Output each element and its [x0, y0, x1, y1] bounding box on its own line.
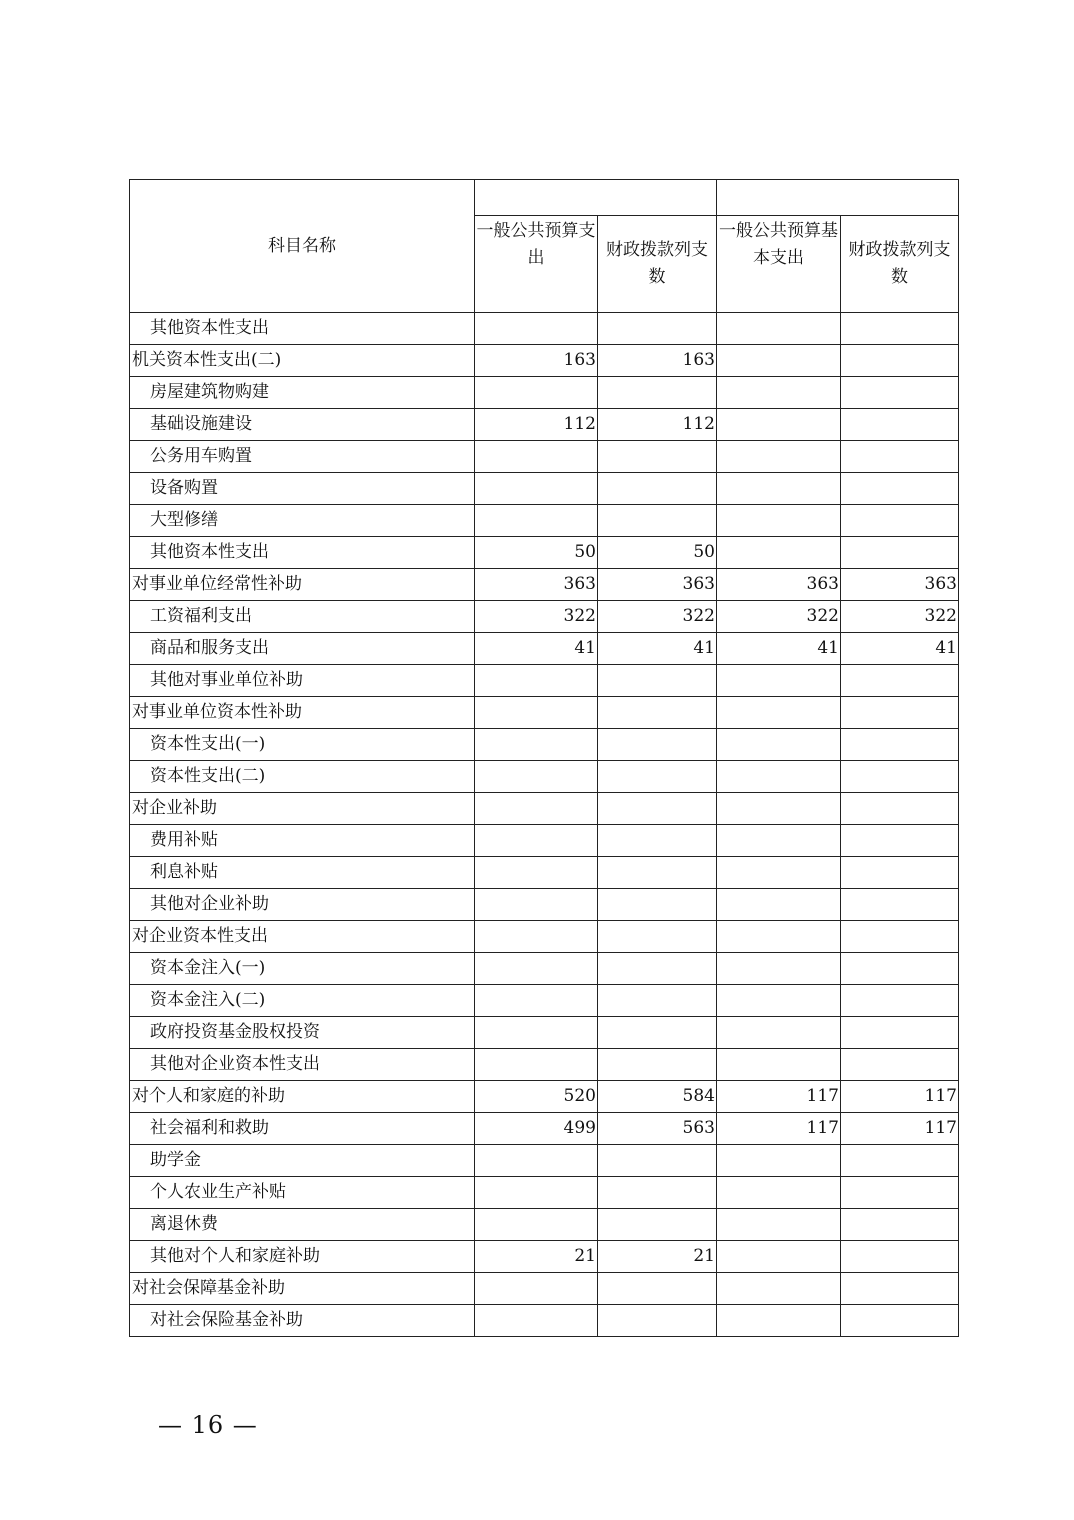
table-row [130, 697, 959, 729]
row-value-col-1 [475, 313, 598, 345]
row-value-col-3 [717, 537, 841, 569]
row-value-col-4: 117 [841, 1081, 959, 1113]
header-general-budget-spending: 一般公共预算支出 [475, 216, 598, 313]
table-row [130, 601, 959, 633]
row-value-col-1: 363 [475, 569, 598, 601]
table-row [130, 569, 959, 601]
row-value-col-1: 41 [475, 633, 598, 665]
row-value-col-2: 21 [598, 1241, 717, 1273]
row-subject-name: 其他对个人和家庭补助 [130, 1241, 475, 1273]
table-row [130, 1305, 959, 1337]
row-value-col-4 [841, 1177, 959, 1209]
row-value-col-1 [475, 1305, 598, 1337]
row-value-col-4 [841, 1241, 959, 1273]
row-value-col-3: 117 [717, 1113, 841, 1145]
row-value-col-2 [598, 985, 717, 1017]
row-value-col-4 [841, 953, 959, 985]
row-subject-name: 对个人和家庭的补助 [130, 1081, 475, 1113]
page-number: — 16 — [158, 1411, 258, 1439]
row-value-col-3 [717, 409, 841, 441]
row-value-col-3 [717, 1305, 841, 1337]
row-subject-name: 设备购置 [130, 473, 475, 505]
row-value-col-4: 322 [841, 601, 959, 633]
row-subject-name: 对事业单位经常性补助 [130, 569, 475, 601]
table-row [130, 345, 959, 377]
row-value-col-2 [598, 313, 717, 345]
row-value-col-3 [717, 761, 841, 793]
table-row [130, 857, 959, 889]
header-row-top [130, 180, 959, 216]
header-fiscal-appropriation-1: 财政拨款列支数 [598, 216, 717, 313]
row-value-col-3 [717, 729, 841, 761]
row-value-col-2: 112 [598, 409, 717, 441]
header-subject-name: 科目名称 [130, 180, 475, 313]
row-value-col-3 [717, 889, 841, 921]
row-value-col-4: 117 [841, 1113, 959, 1145]
row-value-col-1 [475, 1209, 598, 1241]
row-value-col-2: 50 [598, 537, 717, 569]
row-value-col-4 [841, 729, 959, 761]
row-subject-name: 机关资本性支出(二) [130, 345, 475, 377]
row-value-col-1 [475, 473, 598, 505]
row-value-col-1 [475, 729, 598, 761]
row-value-col-4 [841, 473, 959, 505]
row-subject-name: 对社会保险基金补助 [130, 1305, 475, 1337]
row-value-col-4 [841, 345, 959, 377]
table-row [130, 889, 959, 921]
row-subject-name: 资本金注入(二) [130, 985, 475, 1017]
row-value-col-1 [475, 889, 598, 921]
row-value-col-1 [475, 665, 598, 697]
row-value-col-4: 41 [841, 633, 959, 665]
row-value-col-4 [841, 377, 959, 409]
row-value-col-2 [598, 697, 717, 729]
table-row [130, 537, 959, 569]
row-value-col-2 [598, 953, 717, 985]
row-value-col-4 [841, 537, 959, 569]
header-general-budget-basic-spending: 一般公共预算基本支出 [717, 216, 841, 313]
row-subject-name: 其他资本性支出 [130, 537, 475, 569]
row-value-col-4 [841, 1145, 959, 1177]
row-value-col-1 [475, 377, 598, 409]
row-value-col-4 [841, 985, 959, 1017]
row-value-col-2 [598, 825, 717, 857]
row-value-col-2 [598, 473, 717, 505]
row-value-col-2: 41 [598, 633, 717, 665]
row-subject-name: 其他对事业单位补助 [130, 665, 475, 697]
table-row [130, 377, 959, 409]
row-value-col-1: 499 [475, 1113, 598, 1145]
row-value-col-2 [598, 665, 717, 697]
row-value-col-3 [717, 1241, 841, 1273]
row-value-col-1 [475, 857, 598, 889]
row-value-col-4 [841, 1305, 959, 1337]
row-value-col-1 [475, 921, 598, 953]
row-value-col-2 [598, 1305, 717, 1337]
row-subject-name: 其他对企业资本性支出 [130, 1049, 475, 1081]
row-value-col-3 [717, 1209, 841, 1241]
table-row [130, 1017, 959, 1049]
table-body [130, 180, 959, 1337]
table-row [130, 921, 959, 953]
row-subject-name: 资本性支出(一) [130, 729, 475, 761]
row-value-col-2 [598, 889, 717, 921]
row-value-col-2 [598, 857, 717, 889]
row-subject-name: 大型修缮 [130, 505, 475, 537]
row-value-col-4 [841, 505, 959, 537]
row-subject-name: 基础设施建设 [130, 409, 475, 441]
row-value-col-2: 163 [598, 345, 717, 377]
row-value-col-1: 21 [475, 1241, 598, 1273]
row-value-col-4 [841, 857, 959, 889]
row-value-col-3 [717, 345, 841, 377]
table-row [130, 1113, 959, 1145]
table-row [130, 1209, 959, 1241]
row-subject-name: 资本性支出(二) [130, 761, 475, 793]
row-value-col-4 [841, 1049, 959, 1081]
row-subject-name: 个人农业生产补贴 [130, 1177, 475, 1209]
row-value-col-3 [717, 857, 841, 889]
row-value-col-2 [598, 1273, 717, 1305]
row-value-col-3 [717, 953, 841, 985]
row-value-col-3 [717, 921, 841, 953]
row-value-col-1 [475, 953, 598, 985]
row-value-col-3 [717, 441, 841, 473]
row-value-col-4 [841, 1017, 959, 1049]
row-subject-name: 对事业单位资本性补助 [130, 697, 475, 729]
row-value-col-2 [598, 1209, 717, 1241]
row-value-col-3 [717, 697, 841, 729]
row-value-col-4 [841, 697, 959, 729]
row-value-col-4 [841, 1209, 959, 1241]
table-row [130, 953, 959, 985]
row-subject-name: 资本金注入(一) [130, 953, 475, 985]
table-row [130, 473, 959, 505]
row-value-col-3 [717, 1177, 841, 1209]
row-value-col-2: 563 [598, 1113, 717, 1145]
row-subject-name: 费用补贴 [130, 825, 475, 857]
row-subject-name: 对企业资本性支出 [130, 921, 475, 953]
row-value-col-4 [841, 441, 959, 473]
row-value-col-2 [598, 1145, 717, 1177]
row-value-col-3: 322 [717, 601, 841, 633]
row-value-col-1 [475, 505, 598, 537]
row-value-col-4: 363 [841, 569, 959, 601]
header-fiscal-appropriation-2: 财政拨款列支数 [841, 216, 959, 313]
table-row [130, 761, 959, 793]
row-value-col-1 [475, 441, 598, 473]
header-general-budget-spending-top [475, 180, 717, 216]
row-value-col-3 [717, 1017, 841, 1049]
row-value-col-3 [717, 825, 841, 857]
row-value-col-1: 112 [475, 409, 598, 441]
table-row [130, 1049, 959, 1081]
row-value-col-3 [717, 665, 841, 697]
table-row [130, 313, 959, 345]
row-value-col-2: 322 [598, 601, 717, 633]
row-value-col-2 [598, 793, 717, 825]
row-subject-name: 离退休费 [130, 1209, 475, 1241]
row-value-col-1 [475, 761, 598, 793]
row-value-col-3 [717, 377, 841, 409]
row-value-col-2 [598, 729, 717, 761]
row-subject-name: 商品和服务支出 [130, 633, 475, 665]
row-value-col-3: 363 [717, 569, 841, 601]
row-subject-name: 其他资本性支出 [130, 313, 475, 345]
row-value-col-3 [717, 985, 841, 1017]
row-value-col-4 [841, 793, 959, 825]
row-value-col-1 [475, 1273, 598, 1305]
row-value-col-4 [841, 1273, 959, 1305]
row-subject-name: 房屋建筑物购建 [130, 377, 475, 409]
header-general-budget-basic-spending-top [717, 180, 959, 216]
table-row [130, 665, 959, 697]
row-subject-name: 对社会保障基金补助 [130, 1273, 475, 1305]
row-value-col-1 [475, 793, 598, 825]
table-row [130, 729, 959, 761]
table-row [130, 1241, 959, 1273]
row-value-col-1 [475, 985, 598, 1017]
row-value-col-1: 163 [475, 345, 598, 377]
row-value-col-4 [841, 313, 959, 345]
row-value-col-1: 520 [475, 1081, 598, 1113]
row-value-col-3 [717, 793, 841, 825]
row-value-col-4 [841, 409, 959, 441]
row-value-col-1: 322 [475, 601, 598, 633]
row-value-col-1: 50 [475, 537, 598, 569]
row-value-col-1 [475, 1049, 598, 1081]
row-value-col-1 [475, 825, 598, 857]
budget-table [129, 179, 959, 1337]
row-value-col-4 [841, 825, 959, 857]
row-subject-name: 政府投资基金股权投资 [130, 1017, 475, 1049]
table-row [130, 409, 959, 441]
row-subject-name: 其他对企业补助 [130, 889, 475, 921]
row-value-col-2 [598, 1017, 717, 1049]
row-value-col-3 [717, 1273, 841, 1305]
row-subject-name: 社会福利和救助 [130, 1113, 475, 1145]
row-subject-name: 助学金 [130, 1145, 475, 1177]
row-value-col-4 [841, 921, 959, 953]
row-value-col-2 [598, 1177, 717, 1209]
row-value-col-1 [475, 1017, 598, 1049]
row-value-col-4 [841, 665, 959, 697]
row-value-col-2 [598, 441, 717, 473]
row-value-col-3 [717, 505, 841, 537]
row-value-col-2: 363 [598, 569, 717, 601]
row-value-col-3 [717, 473, 841, 505]
row-value-col-2 [598, 505, 717, 537]
table-row [130, 1273, 959, 1305]
row-value-col-2: 584 [598, 1081, 717, 1113]
table-row [130, 633, 959, 665]
row-value-col-1 [475, 697, 598, 729]
row-value-col-1 [475, 1145, 598, 1177]
row-subject-name: 利息补贴 [130, 857, 475, 889]
row-value-col-3: 41 [717, 633, 841, 665]
table-row [130, 505, 959, 537]
row-value-col-4 [841, 889, 959, 921]
table-row [130, 985, 959, 1017]
table-row [130, 793, 959, 825]
table-row [130, 1145, 959, 1177]
row-value-col-3 [717, 1145, 841, 1177]
row-subject-name: 对企业补助 [130, 793, 475, 825]
table-row [130, 441, 959, 473]
row-value-col-2 [598, 761, 717, 793]
row-value-col-4 [841, 761, 959, 793]
row-subject-name: 工资福利支出 [130, 601, 475, 633]
table-row [130, 1081, 959, 1113]
table-row [130, 1177, 959, 1209]
row-value-col-2 [598, 1049, 717, 1081]
table-row [130, 825, 959, 857]
row-value-col-3 [717, 313, 841, 345]
row-value-col-2 [598, 921, 717, 953]
row-value-col-3: 117 [717, 1081, 841, 1113]
row-value-col-2 [598, 377, 717, 409]
row-value-col-3 [717, 1049, 841, 1081]
row-value-col-1 [475, 1177, 598, 1209]
row-subject-name: 公务用车购置 [130, 441, 475, 473]
